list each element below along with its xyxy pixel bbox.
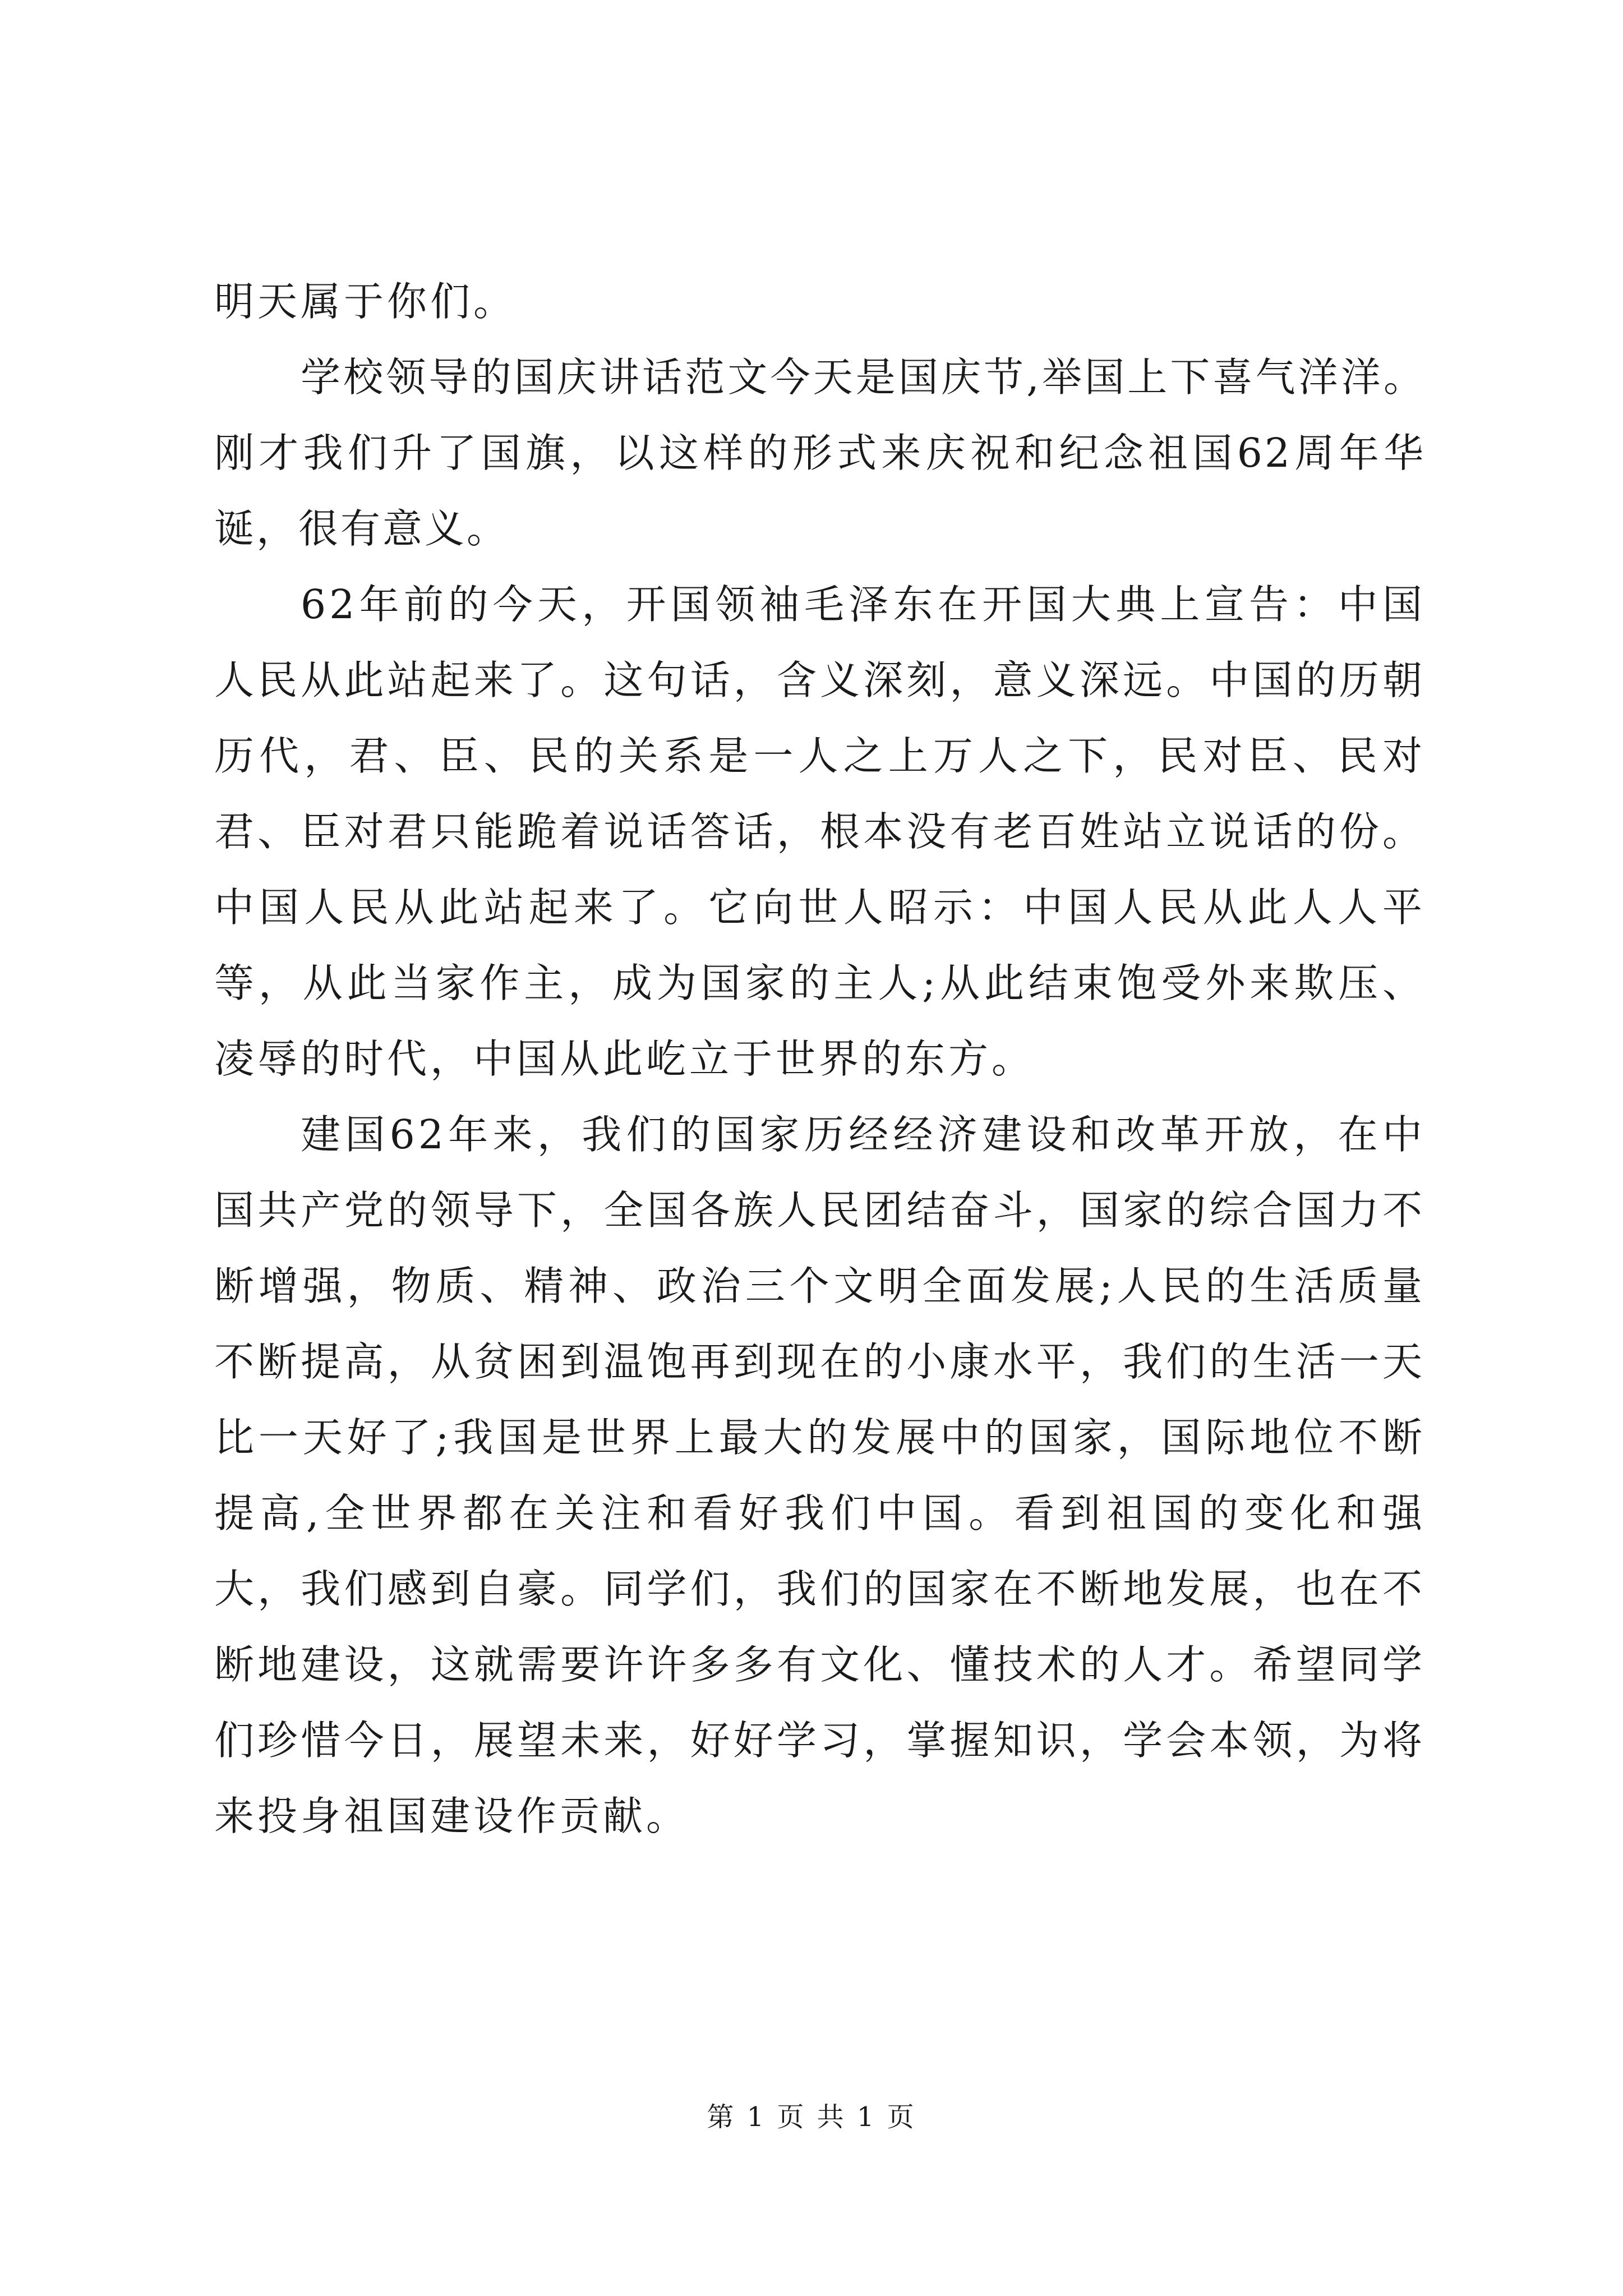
document-body bbox=[214, 264, 1426, 1854]
page-number-footer: 第 1 页 共 1 页 bbox=[707, 2101, 916, 2133]
paragraph-closing-line: 明天属于你们。 bbox=[214, 278, 517, 325]
paragraph-intro: 学校领导的国庆讲话范文今天是国庆节,举国上下喜气洋洋。刚才我们升了国旗，以这样的形式来庆祝和纪念祖国62周年华诞，很有意义。 bbox=[214, 354, 1426, 552]
paragraph-development: 建国62年来，我们的国家历经经济建设和改革开放，在中国共产党的领导下，全国各族人民团结奋斗，国家的综合国力不断增强，物质、精神、政治三个文明全面发展;人民的生活质量不断提高，从贫困到温饱再到现在的小康水平，我们的生活一天比一天好了;我国是世界上最大的发展中的国家，国际地位不断提高,全世界都在关注和看好我们中国。看到祖国的变化和强大，我们感到自豪。同学们，我们的国家在不断地发展，也在不断地建设，这就需要许许多多有文化、懂技术的人才。希望同学们珍惜今日，展望未来，好好学习，掌握知识，学会本领，为将来投身祖国建设作贡献。 bbox=[214, 1111, 1426, 1839]
paragraph-history: 62年前的今天，开国领袖毛泽东在开国大典上宣告：中国人民从此站起来了。这句话，含义深刻，意义深远。中国的历朝历代，君、臣、民的关系是一人之上万人之下，民对臣、民对君、臣对君只能跪着说话答话，根本没有老百姓站立说话的份。中国人民从此站起来了。它向世人昭示：中国人民从此人人平等，从此当家作主，成为国家的主人;从此结束饱受外来欺压、凌辱的时代，中国从此屹立于世界的东方。 bbox=[214, 581, 1426, 1082]
